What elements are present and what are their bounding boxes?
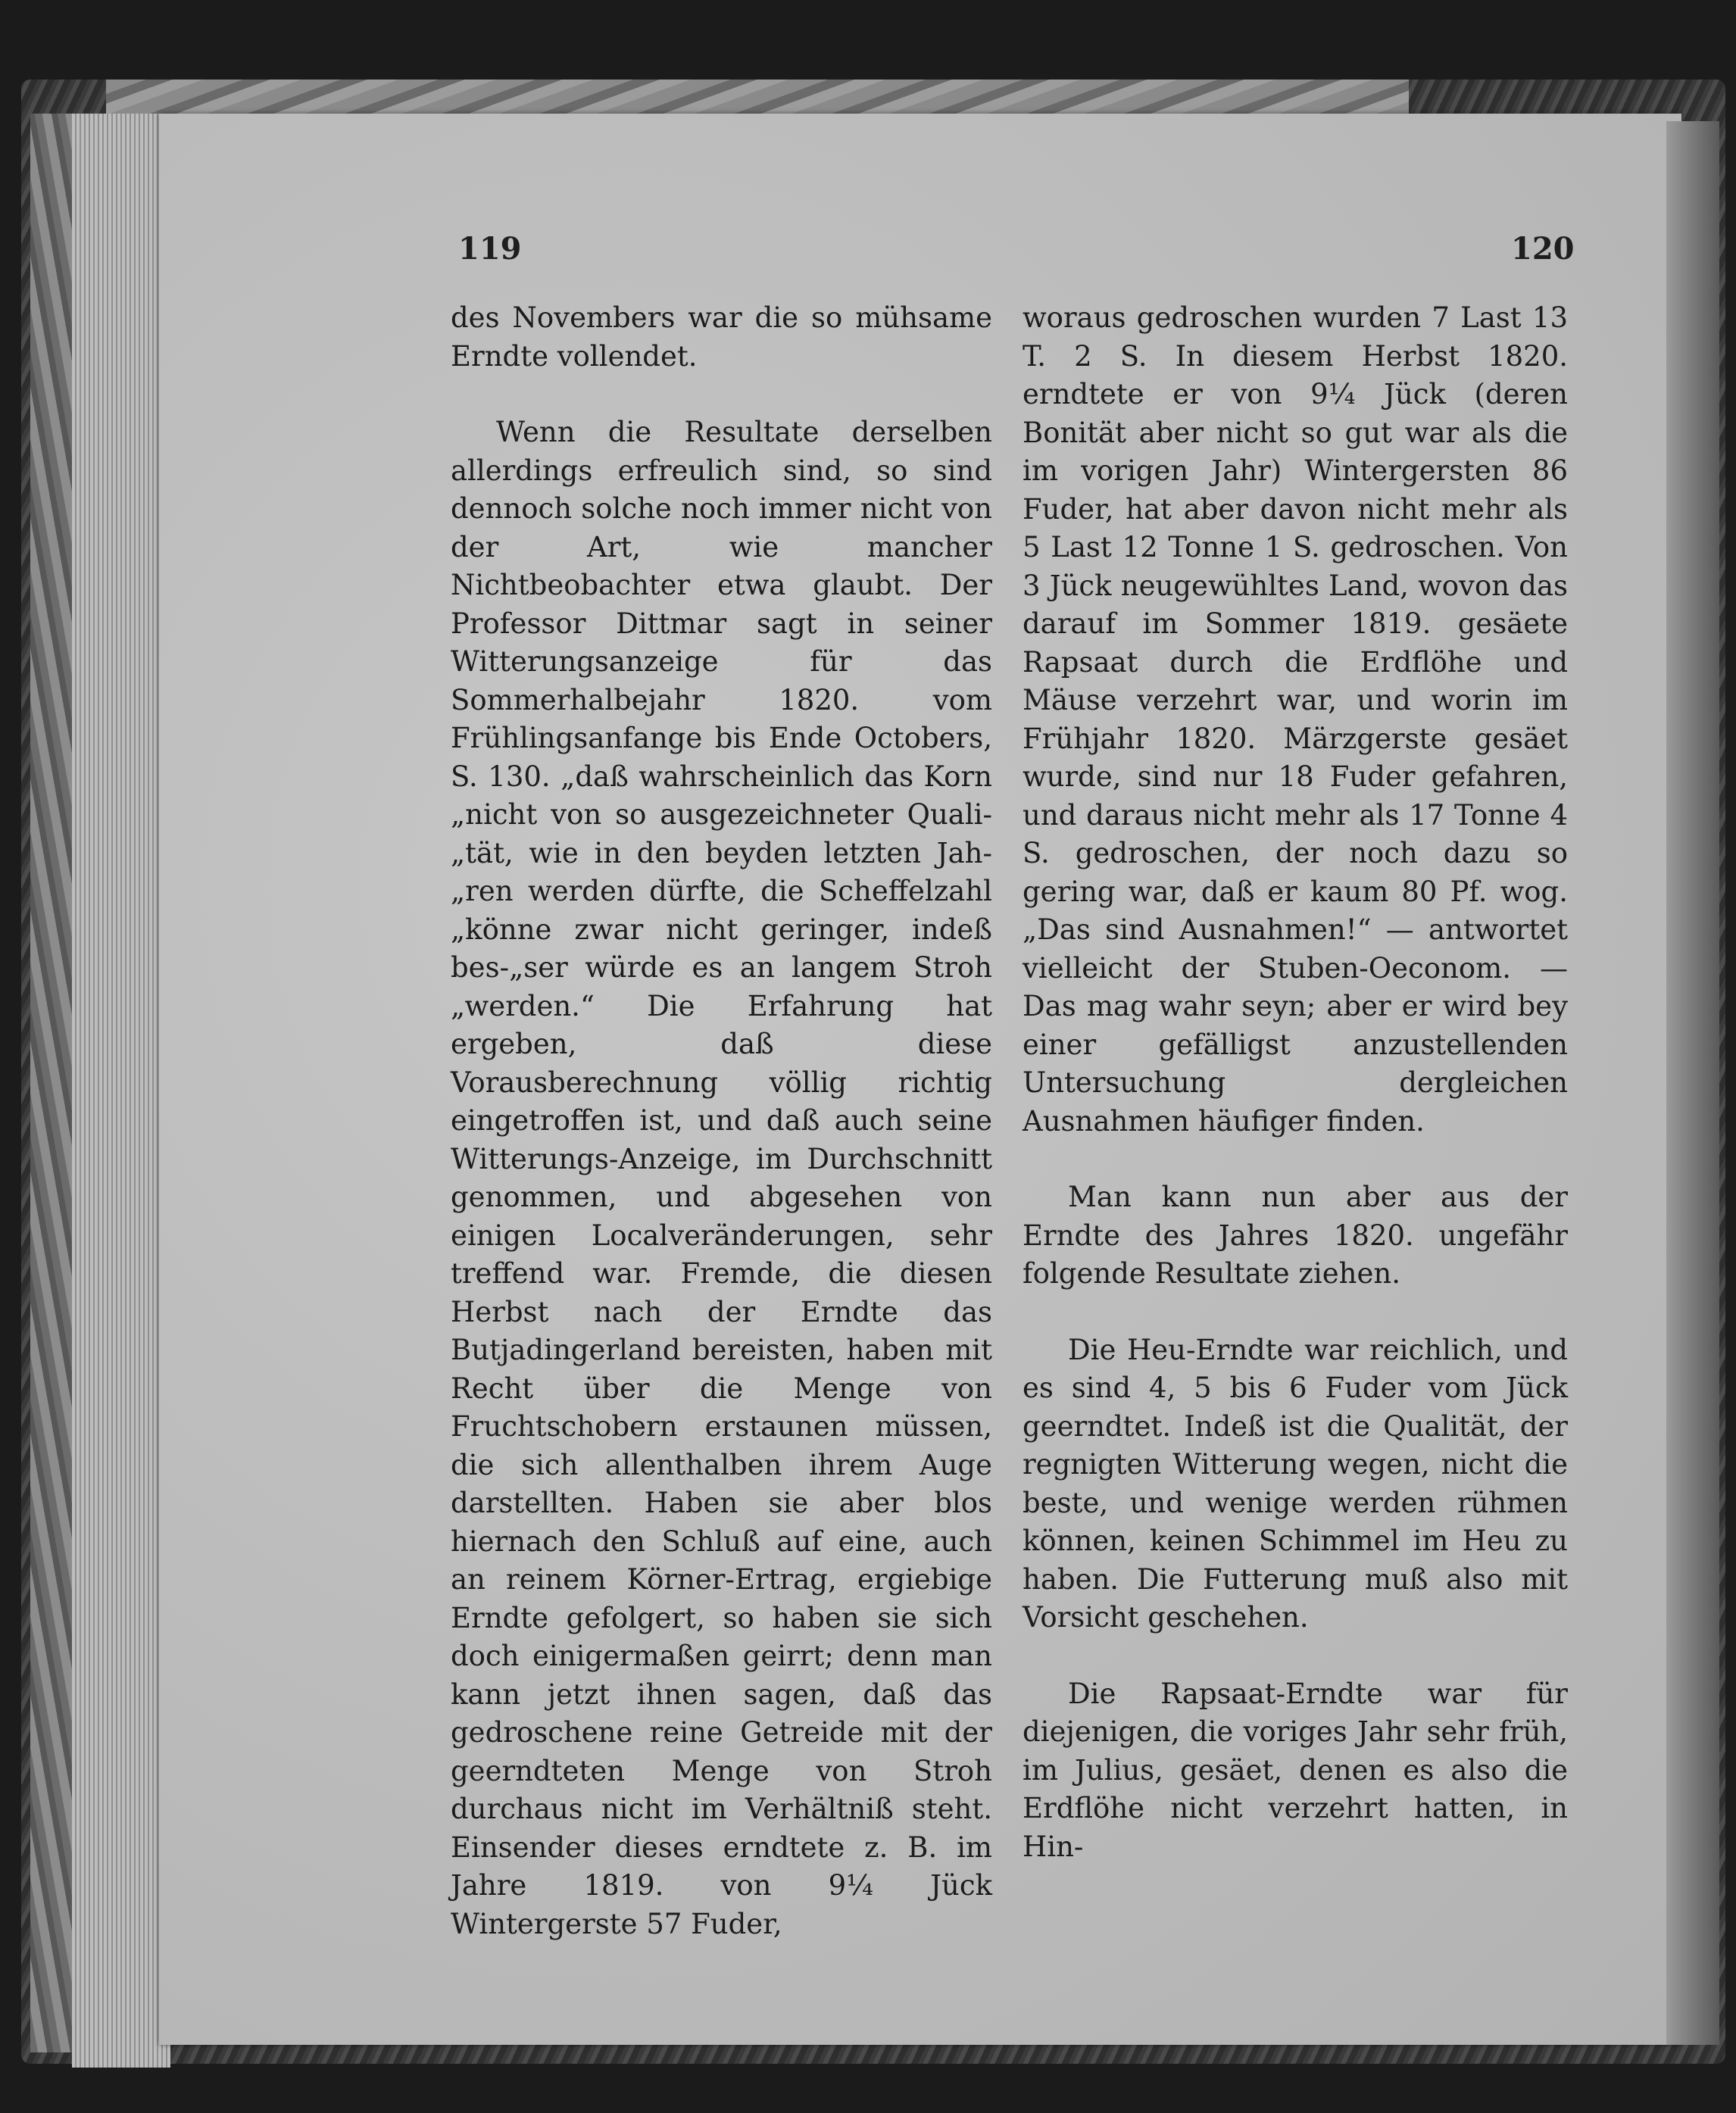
page-number-left: 119 (458, 231, 522, 267)
page-stack-edge (72, 114, 170, 2068)
right-text-column (1023, 299, 1568, 1866)
paragraph: woraus gedroschen wurden 7 Last 13 T. 2 S. In diesem Herbst 1820. erndtete er von 9¼ Jück (deren Bonität aber nicht so gut war als die im vorigen Jahr) Wintergersten 86 Fuder, hat aber davon nicht mehr als 5 Last 12 Tonne 1 S. gedroschen. Von 3 Jück neugewühltes Land, wovon das darauf im Sommer 1819. gesäete Rapsaat durch die Erdflöhe und Mäuse verzehrt war, und worin im Frühjahr 1820. Märzgerste gesäet wurde, sind nur 18 Fuder gefahren, und daraus nicht mehr als 17 Tonne 4 S. gedroschen, der noch dazu so gering war, daß er kaum 80 Pf. wog. „Das sind Ausnahmen!“ — antwortet vielleicht der Stuben-Oeconom. — Das mag wahr seyn; aber er wird bey einer gefälligst anzustellenden Untersuchung dergleichen Ausnahmen häufiger finden. (1023, 301, 1568, 1138)
left-text-column (451, 299, 992, 1943)
paragraph: Die Heu-Erndte war reichlich, und es sind 4, 5 bis 6 Fuder vom Jück geerndtet. Indeß ist die Qualität, der regnigten Witterung wegen, nicht die beste, und wenige werden rühmen können, keinen Schimmel im Heu zu haben. Die Futterung muß also mit Vorsicht geschehen. (1023, 1333, 1568, 1634)
paragraph: Man kann nun aber aus der Erndte des Jahres 1820. ungefähr folgende Resultate ziehen. (1023, 1181, 1568, 1290)
page-gutter (1666, 121, 1719, 2045)
paragraph: Wenn die Resultate derselben allerdings erfreulich sind, so sind dennoch solche noch immer nicht von der Art, wie mancher Nichtbeobachter etwa glaubt. Der Professor Dittmar sagt in seiner Witterungsanzeige für das Sommerhalbejahr 1820. vom Frühlingsanfange bis Ende Octobers, S. 130. „daß wahrscheinlich das Korn „nicht von so ausgezeichneter Quali-„tät, wie in den beyden letzten Jah-„ren werden dürfte, die Scheffelzahl „könne zwar nicht geringer, indeß bes-„ser würde es an langem Stroh „werden.“ Die Erfahrung hat ergeben, daß diese Vorausberechnung völlig richtig eingetroffen ist, und daß auch seine Witterungs-Anzeige, im Durchschnitt genommen, und abgesehen von einigen Localveränderungen, sehr treffend war. Fremde, die diesen Herbst nach der Erndte das Butjadingerland bereisten, haben mit Recht über die Menge von Fruchtschobern erstaunen müssen, die sich allenthalben ihrem Auge darstellten. Haben sie aber blos hiernach den Schluß auf eine, auch an reinem Körner-Ertrag, ergiebige Erndte gefolgert, so haben sie sich doch einigermaßen geirrt; denn man kann jetzt ihnen sagen, daß das gedroschene reine Getreide mit der geerndteten Menge von Stroh durchaus nicht im Verhältniß steht. Einsender dieses erndtete z. B. im Jahre 1819. von 9¼ Jück Wintergerste 57 Fuder, (451, 416, 992, 1940)
paragraph: des Novembers war die so mühsame Erndte vollendet. (451, 301, 992, 373)
paragraph: Die Rapsaat-Erndte war für diejenigen, die voriges Jahr sehr früh, im Julius, gesäet, denen es also die Erdflöhe nicht verzehrt hatten, in Hin- (1023, 1677, 1568, 1863)
page-number-right: 120 (1511, 231, 1575, 267)
